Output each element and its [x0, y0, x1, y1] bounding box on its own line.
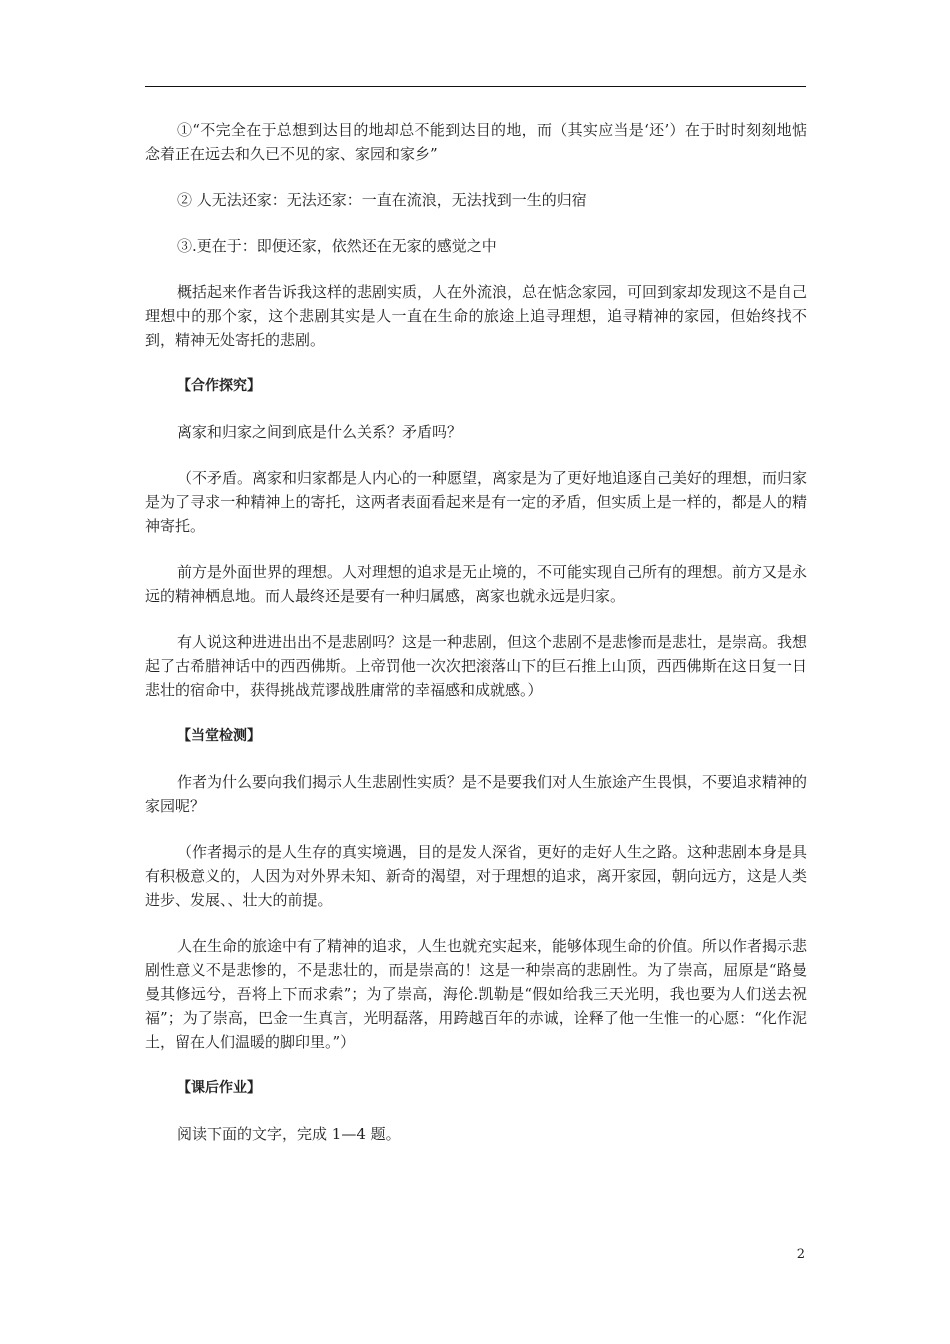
- paragraph-summary: 概括起来作者告诉我这样的悲剧实质，人在外流浪，总在惦念家园，可回到家却发现这不是自己理想中的那个家，这个悲剧其实是人一直在生命的旅途上追寻理想，追寻精神的家园，但始终找不到，精神无处寄托的悲剧。: [145, 283, 808, 349]
- paragraph-point-2: ② 人无法还家：无法还家：一直在流浪，无法找到一生的归宿: [177, 191, 587, 209]
- header-rule: [145, 86, 806, 87]
- paragraph-answer-4: （作者揭示的是人生存的真实境遇，目的是发人深省，更好的走好人生之路。这种悲剧本身是具有积极意义的，人因为对外界未知、新奇的渴望，对于理想的追求，离开家园，朝向远方，这是人类进步、发展、、壮大的前提。: [145, 843, 808, 909]
- section-heading-cooperative-inquiry: 【合作探究】: [177, 378, 261, 394]
- paragraph-answer-2: 前方是外面世界的理想。人对理想的追求是无止境的，不可能实现自己所有的理想。前方又是永远的精神栖息地。而人最终还是要有一种归属感，离家也就永远是归家。: [145, 563, 808, 605]
- paragraph-answer-3: 有人说这种进进出出不是悲剧吗？这是一种悲剧，但这个悲剧不是悲惨而是悲壮，是崇高。我想起了古希腊神话中的西西佛斯。上帝罚他一次次把滚落山下的巨石推上山顶，西西佛斯在这日复一日悲壮的宿命中，获得挑战荒谬战胜庸常的幸福感和成就感。）: [145, 633, 808, 699]
- document-body: [145, 118, 807, 1168]
- section-heading-homework: 【课后作业】: [177, 1080, 261, 1096]
- section-heading-class-test: 【当堂检测】: [177, 728, 261, 744]
- paragraph-question-2: 作者为什么要向我们揭示人生悲剧性实质？是不是要我们对人生旅途产生畏惧，不要追求精神的家园呢？: [145, 773, 808, 815]
- paragraph-question-1: 离家和归家之间到底是什么关系？矛盾吗？: [177, 423, 463, 441]
- paragraph-homework-instruction: 阅读下面的文字，完成 1—4 题。: [177, 1125, 401, 1143]
- page-number: 2: [796, 1247, 805, 1262]
- paragraph-point-1: ①“不完全在于总想到达目的地却总不能到达目的地，而（其实应当是‘还’）在于时时刻刻地惦念着正在远去和久已不见的家、家园和家乡”: [145, 121, 807, 163]
- paragraph-answer-1: （不矛盾。离家和归家都是人内心的一种愿望，离家是为了更好地追逐自己美好的理想，而归家是为了寻求一种精神上的寄托，这两者表面看起来是有一定的矛盾，但实质上是一样的，都是人的精神寄托。: [145, 469, 808, 535]
- paragraph-answer-5: 人在生命的旅途中有了精神的追求，人生也就充实起来，能够体现生命的价值。所以作者揭示悲剧性意义不是悲惨的，不是悲壮的，而是崇高的！这是一种崇高的悲剧性。为了崇高，屈原是“路曼曼其修远兮，吾将上下而求索”；为了崇高，海伦.凯勒是“假如给我三天光明，我也要为人们送去祝福”；为了崇高，巴金一生真言，光明磊落，用跨越百年的赤诚，诠释了他一生惟一的心愿：“化作泥土，留在人们温暖的脚印里。”）: [145, 937, 808, 1051]
- paragraph-point-3: ③.更在于：即便还家，依然还在无家的感觉之中: [177, 237, 497, 255]
